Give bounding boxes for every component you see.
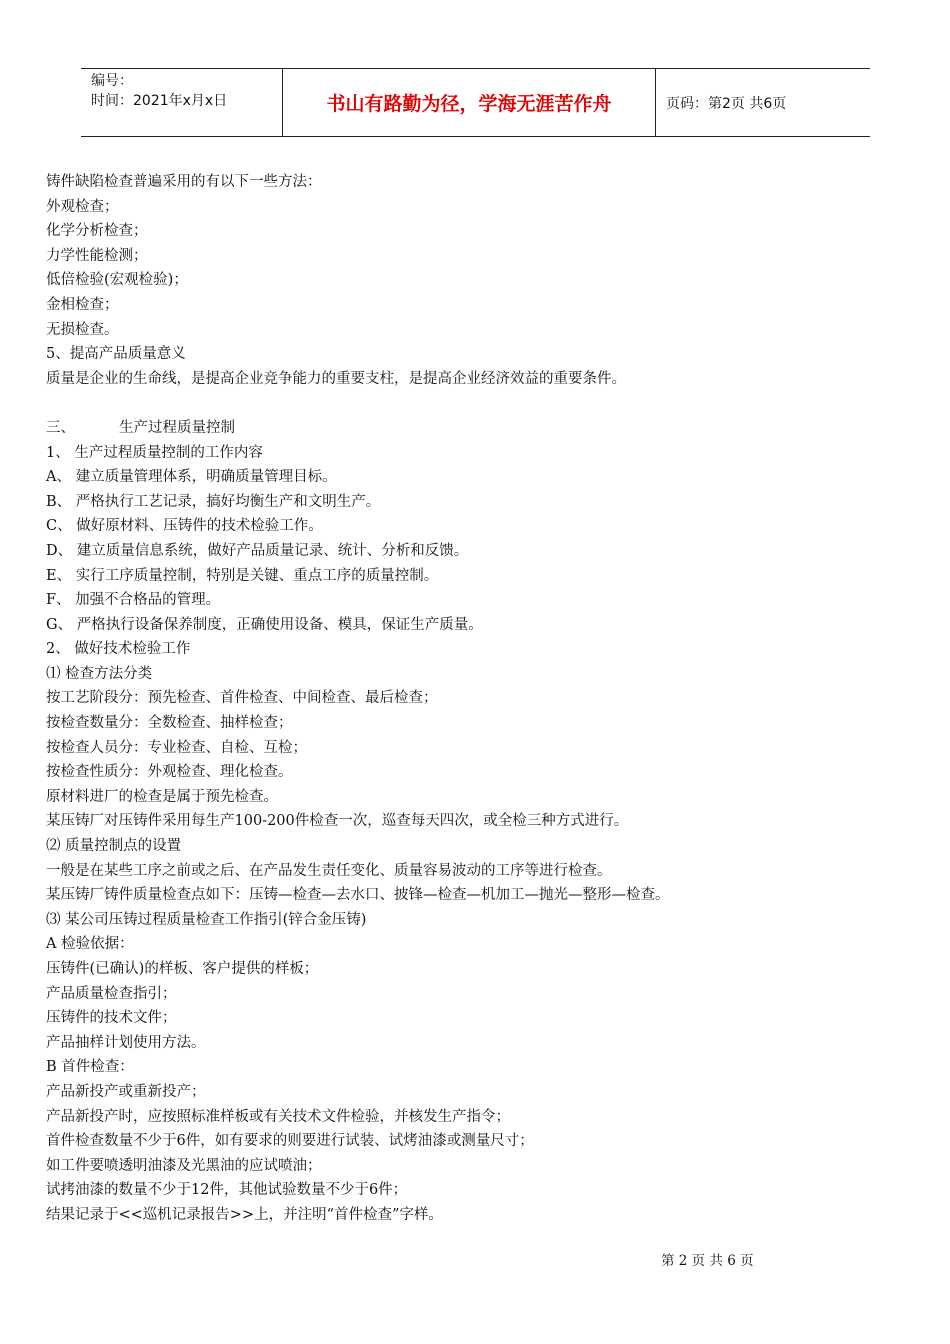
list-item: F、 加强不合格品的管理。 — [46, 592, 221, 609]
paragraph-line: 试拷油漆的数量不少于12件，其他试验数量不少于6件； — [46, 1182, 408, 1199]
paragraph-line: 压铸件(已确认)的样板、客户提供的样板； — [46, 961, 319, 977]
paragraph-line: 外观检查； — [46, 198, 119, 215]
paragraph-line: 如工件要喷透明油漆及光黑油的应试喷油； — [46, 1157, 322, 1174]
section-heading: 5、提高产品质量意义 — [46, 346, 186, 363]
paragraph-line: 铸件缺陷检查普遍采用的有以下一些方法： — [46, 174, 322, 190]
paragraph-line: 产品新投产时，应按照标准样板或有关技术文件检验，并核发生产指令； — [46, 1108, 510, 1125]
list-item: A、 建立质量管理体系，明确质量管理目标。 — [46, 469, 337, 486]
paragraph-line: 低倍检验(宏观检验)； — [46, 272, 188, 289]
paragraph-line: 按检查性质分：外观检查、理化检查。 — [46, 764, 293, 781]
list-item: C、 做好原材料、压铸件的技术检验工作。 — [46, 518, 323, 535]
header-page-label: 页码：第2页 共6页 — [666, 95, 787, 112]
blank-line — [46, 391, 906, 416]
paragraph-line: 产品新投产或重新投产； — [46, 1083, 206, 1100]
subsection-heading: ⑶ 某公司压铸过程质量检查工作指引(锌合金压铸) — [46, 911, 367, 928]
paragraph-line: 某压铸厂对压铸件采用每生产100-200件检查一次，巡查每天四次，或全检三种方式进行。 — [46, 813, 629, 830]
paragraph-line: 产品抽样计划使用方法。 — [46, 1034, 206, 1051]
paragraph-line: 力学性能检测； — [46, 247, 148, 264]
subsection-heading: ⑴ 检查方法分类 — [46, 665, 153, 682]
paragraph-line: 化学分析检查； — [46, 223, 148, 240]
document-header — [81, 68, 870, 137]
page-footer: 第 2 页 共 6 页 — [661, 1253, 754, 1269]
paragraph-line: 按检查人员分：专业检查、自检、互检； — [46, 739, 307, 756]
document-time-label: 时间：2021年x月x日 — [91, 93, 228, 109]
paragraph-line: 原材料进厂的检查是属于预先检查。 — [46, 788, 278, 805]
paragraph-line: 产品质量检查指引； — [46, 985, 177, 1002]
subsection-heading: A 检验依据： — [46, 936, 134, 953]
list-item: G、 严格执行设备保养制度，正确使用设备、模具，保证生产质量。 — [46, 616, 483, 633]
chapter-title: 生产过程质量控制 — [119, 419, 235, 436]
list-item: E、 实行工序质量控制，特别是关键、重点工序的质量控制。 — [46, 567, 439, 584]
section-heading: 1、 生产过程质量控制的工作内容 — [46, 444, 263, 461]
paragraph-line: 一般是在某些工序之前或之后、在产品发生责任变化、质量容易波动的工序等进行检查。 — [46, 862, 612, 879]
chapter-heading — [46, 416, 906, 441]
paragraph-line: 首件检查数量不少于6件，如有要求的则要进行试装、试烤油漆或测量尺寸； — [46, 1133, 534, 1150]
subsection-heading: ⑵ 质量控制点的设置 — [46, 838, 182, 855]
header-motto: 书山有路勤为径，学海无涯苦作舟 — [282, 69, 656, 136]
document-body — [46, 170, 906, 1228]
list-item: D、 建立质量信息系统，做好产品质量记录、统计、分析和反馈。 — [46, 542, 469, 559]
header-left-cell — [81, 69, 282, 136]
chapter-number: 三、 — [46, 419, 75, 436]
section-heading: 2、 做好技术检验工作 — [46, 641, 191, 658]
paragraph-line: 按检查数量分：全数检查、抽样检查； — [46, 715, 293, 732]
subsection-heading: B 首件检查： — [46, 1059, 134, 1076]
list-item: B、 严格执行工艺记录，搞好均衡生产和文明生产。 — [46, 493, 381, 510]
document-number-label: 编号： — [91, 73, 133, 89]
paragraph-line: 金相检查； — [46, 296, 119, 313]
paragraph-line: 压铸件的技术文件； — [46, 1010, 177, 1027]
paragraph-line: 按工艺阶段分：预先检查、首件检查、中间检查、最后检查； — [46, 690, 438, 707]
paragraph-line: 质量是企业的生命线，是提高企业竞争能力的重要支柱，是提高企业经济效益的重要条件。 — [46, 370, 626, 387]
paragraph-line: 某压铸厂铸件质量检查点如下：压铸—检查—去水口、披锋—检查—机加工—抛光—整形—检查。 — [46, 887, 670, 904]
paragraph-line: 无损检查。 — [46, 321, 119, 338]
paragraph-line: 结果记录于<<巡机记录报告>>上，并注明“首件检查”字样。 — [46, 1206, 443, 1223]
